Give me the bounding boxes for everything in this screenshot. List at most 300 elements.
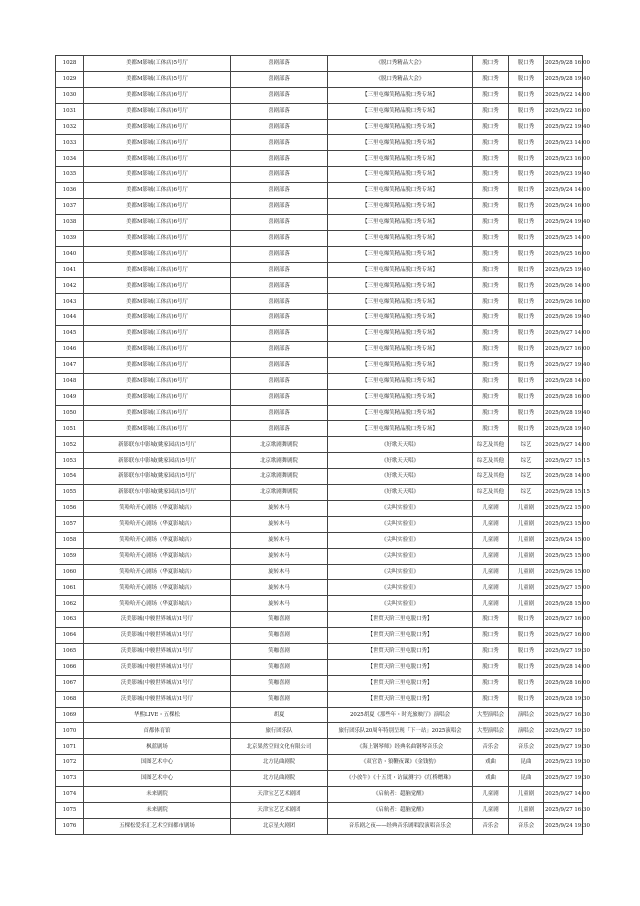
subcategory-cell: 脱口秀	[509, 56, 544, 72]
subcategory-cell: 脱口秀	[509, 183, 544, 199]
row-number-cell: 1068	[56, 691, 84, 707]
table-row	[56, 278, 583, 294]
subcategory-cell: 脱口秀	[509, 342, 544, 358]
datetime-cell: 2025/9/26 19:40	[544, 310, 583, 326]
subcategory-cell: 演唱会	[509, 723, 544, 739]
table-row	[56, 596, 583, 612]
organizer-cell: 北京歌剧舞剧院	[231, 469, 328, 485]
category-cell: 脱口秀	[473, 103, 509, 119]
table-row	[56, 771, 583, 787]
row-number-cell: 1076	[56, 818, 84, 834]
organizer-cell: 笑咖喜剧	[231, 612, 328, 628]
table-row	[56, 373, 583, 389]
venue-cell: 国图艺术中心	[84, 771, 231, 787]
venue-cell: 笑哈哈开心剧场（华夏影城店）	[84, 580, 231, 596]
table-row	[56, 389, 583, 405]
organizer-cell: 喜剧部落	[231, 56, 328, 72]
program-title-cell: 《启航者：超脑觉醒》	[328, 802, 473, 818]
table-row	[56, 151, 583, 167]
program-title-cell: 【三里屯爆笑精品脱口秀专场】	[328, 357, 473, 373]
category-cell: 脱口秀	[473, 262, 509, 278]
row-number-cell: 1063	[56, 612, 84, 628]
venue-cell: 美都M影城(工体店)6号厅	[84, 278, 231, 294]
program-title-cell: 【三里屯爆笑精品脱口秀专场】	[328, 405, 473, 421]
row-number-cell: 1030	[56, 87, 84, 103]
venue-cell: 未来剧院	[84, 802, 231, 818]
category-cell: 综艺及其他	[473, 469, 509, 485]
category-cell: 脱口秀	[473, 628, 509, 644]
organizer-cell: 喜剧部落	[231, 294, 328, 310]
subcategory-cell: 脱口秀	[509, 389, 544, 405]
program-title-cell: 《好歌天天唱》	[328, 469, 473, 485]
table-row	[56, 326, 583, 342]
subcategory-cell: 脱口秀	[509, 103, 544, 119]
row-number-cell: 1042	[56, 278, 84, 294]
organizer-cell: 旋转木马	[231, 564, 328, 580]
row-number-cell: 1052	[56, 437, 84, 453]
table-row	[56, 230, 583, 246]
venue-cell: 美都M影城(工体店)6号厅	[84, 199, 231, 215]
organizer-cell: 笑咖喜剧	[231, 643, 328, 659]
organizer-cell: 天津宝艺艺术剧团	[231, 786, 328, 802]
subcategory-cell: 综艺	[509, 469, 544, 485]
subcategory-cell: 脱口秀	[509, 675, 544, 691]
organizer-cell: 北京歌剧舞剧院	[231, 485, 328, 501]
row-number-cell: 1051	[56, 421, 84, 437]
table-row	[56, 628, 583, 644]
subcategory-cell: 脱口秀	[509, 373, 544, 389]
datetime-cell: 2025/9/24 19:30	[544, 818, 583, 834]
venue-cell: 美都M影城(工体店)6号厅	[84, 119, 231, 135]
row-number-cell: 1031	[56, 103, 84, 119]
organizer-cell: 喜剧部落	[231, 230, 328, 246]
row-number-cell: 1056	[56, 500, 84, 516]
venue-cell: 美都M影城(工体店)6号厅	[84, 230, 231, 246]
subcategory-cell: 脱口秀	[509, 294, 544, 310]
category-cell: 儿童剧	[473, 580, 509, 596]
category-cell: 脱口秀	[473, 246, 509, 262]
table-body	[56, 56, 590, 835]
program-title-cell: 2025胡夏《那些年・时光旅映厅》演唱会	[328, 707, 473, 723]
venue-cell: 美都M影城(工体店)6号厅	[84, 294, 231, 310]
program-title-cell: 【三里屯爆笑精品脱口秀专场】	[328, 294, 473, 310]
category-cell: 脱口秀	[473, 199, 509, 215]
datetime-cell: 2025/9/28 16:00	[544, 56, 583, 72]
table-row	[56, 786, 583, 802]
venue-cell: 新影联东中影城(姚家园店)5号厅	[84, 469, 231, 485]
organizer-cell: 喜剧部落	[231, 357, 328, 373]
organizer-cell: 旋转木马	[231, 580, 328, 596]
category-cell: 音乐会	[473, 818, 509, 834]
category-cell: 儿童剧	[473, 500, 509, 516]
category-cell: 综艺及其他	[473, 485, 509, 501]
table-row	[56, 246, 583, 262]
datetime-cell: 2025/9/28 14:00	[544, 469, 583, 485]
datetime-cell: 2025/9/28 14:00	[544, 373, 583, 389]
program-title-cell: 【三里屯爆笑精品脱口秀专场】	[328, 87, 473, 103]
subcategory-cell: 综艺	[509, 453, 544, 469]
subcategory-cell: 脱口秀	[509, 643, 544, 659]
datetime-cell: 2025/9/26 14:00	[544, 278, 583, 294]
organizer-cell: 喜剧部落	[231, 199, 328, 215]
organizer-cell: 北京歌剧舞剧院	[231, 453, 328, 469]
category-cell: 戏曲	[473, 755, 509, 771]
row-number-cell: 1061	[56, 580, 84, 596]
datetime-cell: 2025/9/25 14:00	[544, 230, 583, 246]
program-title-cell: 【三里屯爆笑精品脱口秀专场】	[328, 389, 473, 405]
category-cell: 脱口秀	[473, 278, 509, 294]
row-number-cell: 1032	[56, 119, 84, 135]
venue-cell: 美都M影城(工体店)6号厅	[84, 342, 231, 358]
venue-cell: 美都M影城(工体店)5号厅	[84, 56, 231, 72]
datetime-cell: 2025/9/24 15:00	[544, 532, 583, 548]
table-row	[56, 469, 583, 485]
subcategory-cell: 脱口秀	[509, 421, 544, 437]
program-title-cell: 【三里屯爆笑精品脱口秀专场】	[328, 214, 473, 230]
venue-cell: 美都M影城(工体店)6号厅	[84, 167, 231, 183]
program-title-cell: 《脱口秀精品大会》	[328, 56, 473, 72]
organizer-cell: 天津宝艺艺术剧团	[231, 802, 328, 818]
table-row	[56, 214, 583, 230]
venue-cell: 沃美影城(中骏世界城店)1号厅	[84, 628, 231, 644]
program-title-cell: 【世贸天阶三里屯脱口秀】	[328, 643, 473, 659]
table-row	[56, 675, 583, 691]
organizer-cell: 旋转木马	[231, 516, 328, 532]
subcategory-cell: 脱口秀	[509, 214, 544, 230]
category-cell: 脱口秀	[473, 310, 509, 326]
subcategory-cell: 脱口秀	[509, 71, 544, 87]
row-number-cell: 1069	[56, 707, 84, 723]
venue-cell: 华熙LIVE・五棵松	[84, 707, 231, 723]
datetime-cell: 2025/9/24 16:00	[544, 199, 583, 215]
datetime-cell: 2025/9/27 14:00	[544, 437, 583, 453]
organizer-cell: 喜剧部落	[231, 71, 328, 87]
table-row	[56, 294, 583, 310]
datetime-cell: 2025/9/22 14:00	[544, 87, 583, 103]
organizer-cell: 喜剧部落	[231, 278, 328, 294]
category-cell: 脱口秀	[473, 389, 509, 405]
category-cell: 儿童剧	[473, 548, 509, 564]
datetime-cell: 2025/9/28 19:40	[544, 405, 583, 421]
row-number-cell: 1058	[56, 532, 84, 548]
category-cell: 音乐会	[473, 739, 509, 755]
row-number-cell: 1062	[56, 596, 84, 612]
table-row	[56, 755, 583, 771]
venue-cell: 沃美影城(中骏世界城店)1号厅	[84, 659, 231, 675]
organizer-cell: 喜剧部落	[231, 119, 328, 135]
subcategory-cell: 儿童剧	[509, 596, 544, 612]
row-number-cell: 1029	[56, 71, 84, 87]
program-title-cell: 《启航者：超脑觉醒》	[328, 786, 473, 802]
row-number-cell: 1054	[56, 469, 84, 485]
category-cell: 脱口秀	[473, 357, 509, 373]
table-row	[56, 103, 583, 119]
category-cell: 脱口秀	[473, 421, 509, 437]
datetime-cell: 2025/9/23 19:30	[544, 755, 583, 771]
row-number-cell: 1043	[56, 294, 84, 310]
category-cell: 脱口秀	[473, 56, 509, 72]
venue-cell: 美都M影城(工体店)6号厅	[84, 135, 231, 151]
organizer-cell: 旋转木马	[231, 548, 328, 564]
organizer-cell: 北方昆曲剧院	[231, 771, 328, 787]
category-cell: 脱口秀	[473, 167, 509, 183]
subcategory-cell: 脱口秀	[509, 691, 544, 707]
table-row	[56, 707, 583, 723]
table-row	[56, 437, 583, 453]
row-number-cell: 1041	[56, 262, 84, 278]
program-title-cell: 【三里屯爆笑精品脱口秀专场】	[328, 373, 473, 389]
table-row	[56, 262, 583, 278]
program-title-cell: 【世贸天阶三里屯脱口秀】	[328, 628, 473, 644]
row-number-cell: 1049	[56, 389, 84, 405]
subcategory-cell: 脱口秀	[509, 167, 544, 183]
program-title-cell: 【三里屯爆笑精品脱口秀专场】	[328, 310, 473, 326]
datetime-cell: 2025/9/28 19:30	[544, 691, 583, 707]
organizer-cell: 喜剧部落	[231, 421, 328, 437]
datetime-cell: 2025/9/27 19:30	[544, 643, 583, 659]
organizer-cell: 喜剧部落	[231, 167, 328, 183]
datetime-cell: 2025/9/27 14:00	[544, 326, 583, 342]
table-row	[56, 357, 583, 373]
program-title-cell: 《好歌天天唱》	[328, 485, 473, 501]
subcategory-cell: 儿童剧	[509, 580, 544, 596]
table-row	[56, 453, 583, 469]
subcategory-cell: 脱口秀	[509, 659, 544, 675]
table-row	[56, 87, 583, 103]
venue-cell: 笑哈哈开心剧场（华夏影城店）	[84, 500, 231, 516]
row-number-cell: 1035	[56, 167, 84, 183]
program-title-cell: 【世贸天阶三里屯脱口秀】	[328, 659, 473, 675]
program-title-cell: 《尖叫实验室》	[328, 596, 473, 612]
subcategory-cell: 脱口秀	[509, 230, 544, 246]
program-title-cell: 【世贸天阶三里屯脱口秀】	[328, 691, 473, 707]
table-row	[56, 199, 583, 215]
datetime-cell: 2025/9/27 15:15	[544, 453, 583, 469]
venue-cell: 笑哈哈开心剧场（华夏影城店）	[84, 516, 231, 532]
row-number-cell: 1037	[56, 199, 84, 215]
subcategory-cell: 脱口秀	[509, 246, 544, 262]
table-row	[56, 405, 583, 421]
row-number-cell: 1040	[56, 246, 84, 262]
category-cell: 脱口秀	[473, 151, 509, 167]
organizer-cell: 喜剧部落	[231, 246, 328, 262]
datetime-cell: 2025/9/27 16:00	[544, 612, 583, 628]
row-number-cell: 1048	[56, 373, 84, 389]
table-row	[56, 612, 583, 628]
datetime-cell: 2025/9/23 16:00	[544, 151, 583, 167]
organizer-cell: 喜剧部落	[231, 262, 328, 278]
venue-cell: 笑哈哈开心剧场（华夏影城店）	[84, 564, 231, 580]
subcategory-cell: 综艺	[509, 437, 544, 453]
table-row	[56, 691, 583, 707]
venue-cell: 笑哈哈开心剧场（华夏影城店）	[84, 596, 231, 612]
row-number-cell: 1055	[56, 485, 84, 501]
organizer-cell: 笑咖喜剧	[231, 691, 328, 707]
table-row	[56, 485, 583, 501]
datetime-cell: 2025/9/28 15:15	[544, 485, 583, 501]
venue-cell: 美都M影城(工体店)6号厅	[84, 389, 231, 405]
program-title-cell: 【三里屯爆笑精品脱口秀专场】	[328, 326, 473, 342]
table-row	[56, 739, 583, 755]
program-title-cell: 【三里屯爆笑精品脱口秀专场】	[328, 421, 473, 437]
datetime-cell: 2025/9/28 15:00	[544, 596, 583, 612]
category-cell: 脱口秀	[473, 183, 509, 199]
row-number-cell: 1070	[56, 723, 84, 739]
document-page	[55, 55, 590, 835]
program-title-cell: 《双官诰・狼鞭夜课》《金钱豹》	[328, 755, 473, 771]
table-row	[56, 135, 583, 151]
category-cell: 脱口秀	[473, 294, 509, 310]
program-title-cell: 【世贸天阶三里屯脱口秀】	[328, 675, 473, 691]
datetime-cell: 2025/9/23 15:00	[544, 516, 583, 532]
organizer-cell: 喜剧部落	[231, 373, 328, 389]
program-title-cell: 【三里屯爆笑精品脱口秀专场】	[328, 342, 473, 358]
table-row	[56, 802, 583, 818]
venue-cell: 国图艺术中心	[84, 755, 231, 771]
table-row	[56, 500, 583, 516]
datetime-cell: 2025/9/23 19:40	[544, 167, 583, 183]
datetime-cell: 2025/9/27 16:30	[544, 707, 583, 723]
category-cell: 儿童剧	[473, 516, 509, 532]
table-row	[56, 580, 583, 596]
row-number-cell: 1060	[56, 564, 84, 580]
venue-cell: 枫蓝剧场	[84, 739, 231, 755]
datetime-cell: 2025/9/26 16:00	[544, 294, 583, 310]
category-cell: 儿童剧	[473, 786, 509, 802]
organizer-cell: 喜剧部落	[231, 214, 328, 230]
organizer-cell: 喜剧部落	[231, 103, 328, 119]
subcategory-cell: 儿童剧	[509, 564, 544, 580]
subcategory-cell: 儿童剧	[509, 802, 544, 818]
venue-cell: 美都M影城(工体店)6号厅	[84, 405, 231, 421]
venue-cell: 首都体育馆	[84, 723, 231, 739]
category-cell: 脱口秀	[473, 326, 509, 342]
program-title-cell: 【三里屯爆笑精品脱口秀专场】	[328, 119, 473, 135]
category-cell: 戏曲	[473, 771, 509, 787]
row-number-cell: 1050	[56, 405, 84, 421]
subcategory-cell: 脱口秀	[509, 326, 544, 342]
program-title-cell: 《尖叫实验室》	[328, 500, 473, 516]
datetime-cell: 2025/9/28 16:00	[544, 675, 583, 691]
table-row	[56, 310, 583, 326]
program-title-cell: 音乐剧之夜——经典音乐剧唱段演唱音乐会	[328, 818, 473, 834]
program-title-cell: 《好歌天天唱》	[328, 437, 473, 453]
datetime-cell: 2025/9/22 15:00	[544, 500, 583, 516]
venue-cell: 美都M影城(工体店)6号厅	[84, 183, 231, 199]
performance-schedule-table	[55, 55, 590, 835]
category-cell: 脱口秀	[473, 135, 509, 151]
table-row	[56, 119, 583, 135]
organizer-cell: 旋转木马	[231, 532, 328, 548]
datetime-cell: 2025/9/23 14:00	[544, 135, 583, 151]
table-row	[56, 723, 583, 739]
category-cell: 脱口秀	[473, 214, 509, 230]
program-title-cell: 【三里屯爆笑精品脱口秀专场】	[328, 246, 473, 262]
venue-cell: 美都M影城(工体店)6号厅	[84, 357, 231, 373]
row-number-cell: 1047	[56, 357, 84, 373]
subcategory-cell: 脱口秀	[509, 262, 544, 278]
organizer-cell: 笑咖喜剧	[231, 628, 328, 644]
venue-cell: 沃美影城(中骏世界城店)1号厅	[84, 691, 231, 707]
organizer-cell: 胡夏	[231, 707, 328, 723]
datetime-cell: 2025/9/24 19:40	[544, 214, 583, 230]
organizer-cell: 喜剧部落	[231, 135, 328, 151]
venue-cell: 美都M影城(工体店)6号厅	[84, 373, 231, 389]
program-title-cell: 《尖叫实验室》	[328, 516, 473, 532]
venue-cell: 美都M影城(工体店)5号厅	[84, 71, 231, 87]
program-title-cell: 【三里屯爆笑精品脱口秀专场】	[328, 199, 473, 215]
datetime-cell: 2025/9/24 14:00	[544, 183, 583, 199]
row-number-cell: 1038	[56, 214, 84, 230]
category-cell: 大型演唱会	[473, 723, 509, 739]
venue-cell: 美都M影城(工体店)6号厅	[84, 214, 231, 230]
program-title-cell: 《尖叫实验室》	[328, 532, 473, 548]
table-row	[56, 659, 583, 675]
table-row	[56, 818, 583, 834]
table-row	[56, 516, 583, 532]
venue-cell: 美都M影城(工体店)6号厅	[84, 87, 231, 103]
category-cell: 脱口秀	[473, 612, 509, 628]
organizer-cell: 北京星火剧团	[231, 818, 328, 834]
venue-cell: 美都M影城(工体店)6号厅	[84, 246, 231, 262]
row-number-cell: 1057	[56, 516, 84, 532]
table-row	[56, 71, 583, 87]
venue-cell: 美都M影城(工体店)6号厅	[84, 103, 231, 119]
category-cell: 儿童剧	[473, 564, 509, 580]
row-number-cell: 1074	[56, 786, 84, 802]
row-number-cell: 1072	[56, 755, 84, 771]
subcategory-cell: 儿童剧	[509, 532, 544, 548]
subcategory-cell: 脱口秀	[509, 310, 544, 326]
datetime-cell: 2025/9/25 15:00	[544, 548, 583, 564]
organizer-cell: 北京歌剧舞剧院	[231, 437, 328, 453]
organizer-cell: 喜剧部落	[231, 151, 328, 167]
category-cell: 脱口秀	[473, 230, 509, 246]
venue-cell: 美都M影城(工体店)6号厅	[84, 151, 231, 167]
organizer-cell: 喜剧部落	[231, 87, 328, 103]
subcategory-cell: 音乐会	[509, 739, 544, 755]
venue-cell: 未来剧院	[84, 786, 231, 802]
row-number-cell: 1046	[56, 342, 84, 358]
row-number-cell: 1059	[56, 548, 84, 564]
subcategory-cell: 脱口秀	[509, 135, 544, 151]
row-number-cell: 1053	[56, 453, 84, 469]
category-cell: 脱口秀	[473, 643, 509, 659]
table-row	[56, 643, 583, 659]
category-cell: 脱口秀	[473, 405, 509, 421]
program-title-cell: 《小放牛》《十五贯・访鼠测字》《红桥赠珠》	[328, 771, 473, 787]
program-title-cell: 【三里屯爆笑精品脱口秀专场】	[328, 151, 473, 167]
subcategory-cell: 脱口秀	[509, 405, 544, 421]
program-title-cell: 【三里屯爆笑精品脱口秀专场】	[328, 103, 473, 119]
program-title-cell: 【三里屯爆笑精品脱口秀专场】	[328, 183, 473, 199]
subcategory-cell: 音乐会	[509, 818, 544, 834]
venue-cell: 美都M影城(工体店)6号厅	[84, 262, 231, 278]
datetime-cell: 2025/9/27 16:00	[544, 628, 583, 644]
subcategory-cell: 综艺	[509, 485, 544, 501]
subcategory-cell: 脱口秀	[509, 628, 544, 644]
row-number-cell: 1036	[56, 183, 84, 199]
organizer-cell: 旋转木马	[231, 500, 328, 516]
program-title-cell: 《尖叫实验室》	[328, 548, 473, 564]
subcategory-cell: 脱口秀	[509, 357, 544, 373]
subcategory-cell: 脱口秀	[509, 612, 544, 628]
organizer-cell: 北方昆曲剧院	[231, 755, 328, 771]
venue-cell: 沃美影城(中骏世界城店)1号厅	[84, 612, 231, 628]
datetime-cell: 2025/9/28 19:40	[544, 71, 583, 87]
organizer-cell: 喜剧部落	[231, 326, 328, 342]
row-number-cell: 1067	[56, 675, 84, 691]
